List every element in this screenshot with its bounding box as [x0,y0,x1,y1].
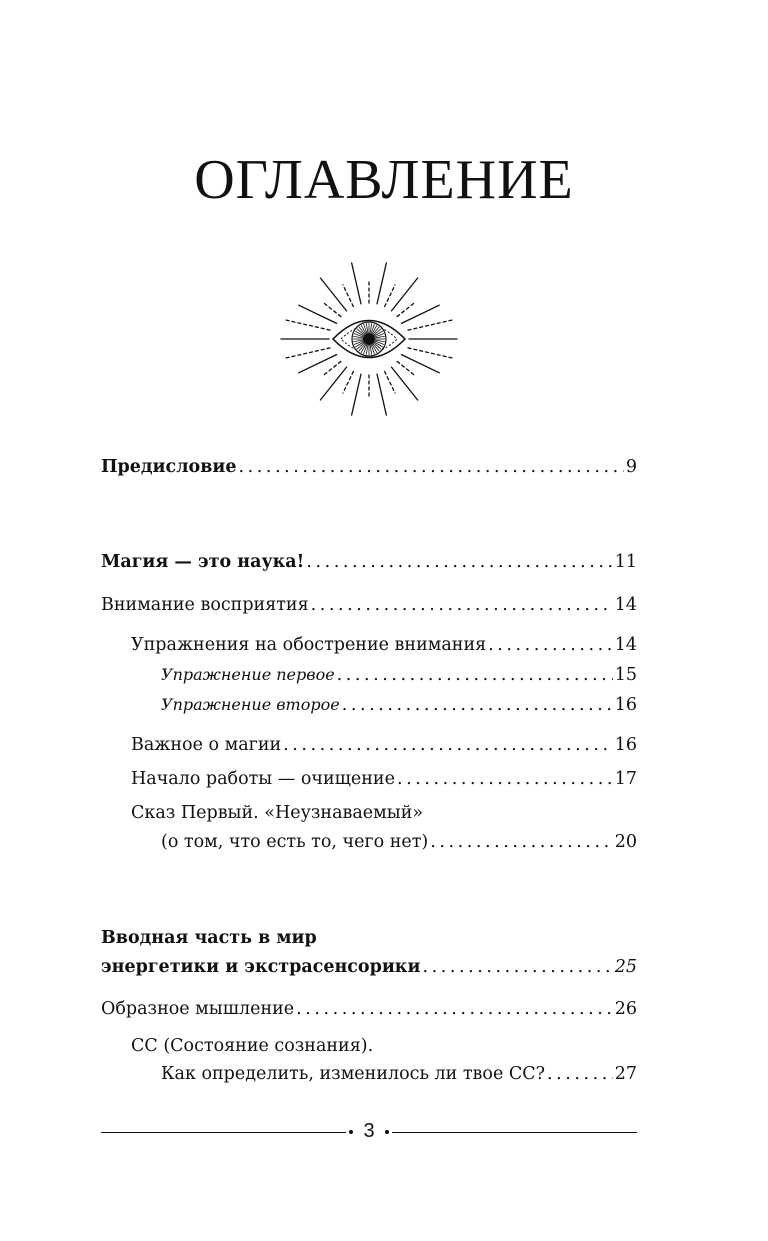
footer-ornament-dot [385,1130,389,1134]
toc-entry-label: Упражнения на обострение внимания [131,635,487,655]
toc-entry-label: Упражнение второе [161,695,340,714]
toc-entry-label: энергетики и экстрасенсорики [101,957,421,977]
toc-entry-page: 16 [614,735,637,755]
leader-dots [430,829,612,855]
toc-entry[interactable] [131,766,637,792]
leader-dots [547,1061,613,1087]
leader-dots [306,549,612,575]
toc-entry[interactable] [101,549,637,575]
page-number: 3 [363,1120,375,1142]
toc-entry-label: Важное о магии [131,735,282,755]
toc-entry-page: 14 [614,635,637,655]
toc-entry-label: Внимание восприятия [101,595,309,615]
toc-entry[interactable] [101,592,637,618]
toc-entry[interactable] [161,662,637,688]
toc-entry-label: Образное мышление [101,999,295,1019]
toc-entry-page: 25 [614,957,637,977]
toc-entry[interactable] [161,829,637,855]
toc-entry-page: 17 [614,769,637,789]
toc-entry-label-line1: Вводная часть в мир [101,928,317,948]
toc-entry-page: 11 [614,552,637,572]
toc-entry-label-line1: СС (Состояние сознания). [131,1036,374,1056]
leader-dots [311,592,613,618]
page-title: ОГЛАВЛЕНИЕ [194,149,574,211]
footer-rule-left [101,1132,346,1133]
toc-entry[interactable] [101,954,637,980]
footer-rule-right [392,1132,637,1133]
toc-entry-page: 20 [614,832,637,852]
toc-entry-label: Как определить, изменилось ли твое СС? [161,1064,546,1084]
leader-dots [397,766,613,792]
leader-dots [342,692,613,718]
toc-entry[interactable] [101,996,637,1022]
toc-entry-label: (о том, что есть то, чего нет) [161,832,429,852]
leader-dots [488,632,613,658]
toc-entry-page: 14 [614,595,637,615]
footer-ornament-dot [349,1130,353,1134]
leader-dots [337,662,613,688]
toc-entry[interactable] [131,632,637,658]
leader-dots [283,732,613,758]
toc-entry-label-line1: Сказ Первый. «Неузнаваемый» [131,803,424,823]
leader-dots [238,454,623,480]
toc-entry[interactable] [161,1061,637,1087]
toc-entry-page: 26 [614,999,637,1019]
toc-entry[interactable] [101,454,637,480]
toc-entry-page: 16 [614,695,637,715]
toc-entry-label: Магия — это наука! [101,552,305,572]
toc-entry-label: Предисловие [101,457,237,477]
toc-entry-label: Упражнение первое [161,665,335,684]
toc-entry-page: 27 [614,1064,637,1084]
toc-entry-page: 15 [614,665,637,685]
leader-dots [296,996,613,1022]
leader-dots [422,954,612,980]
toc-entry[interactable] [161,692,637,718]
toc-entry[interactable] [131,732,637,758]
toc-entry-page: 9 [625,457,637,477]
toc-entry-label: Начало работы — очищение [131,769,395,789]
